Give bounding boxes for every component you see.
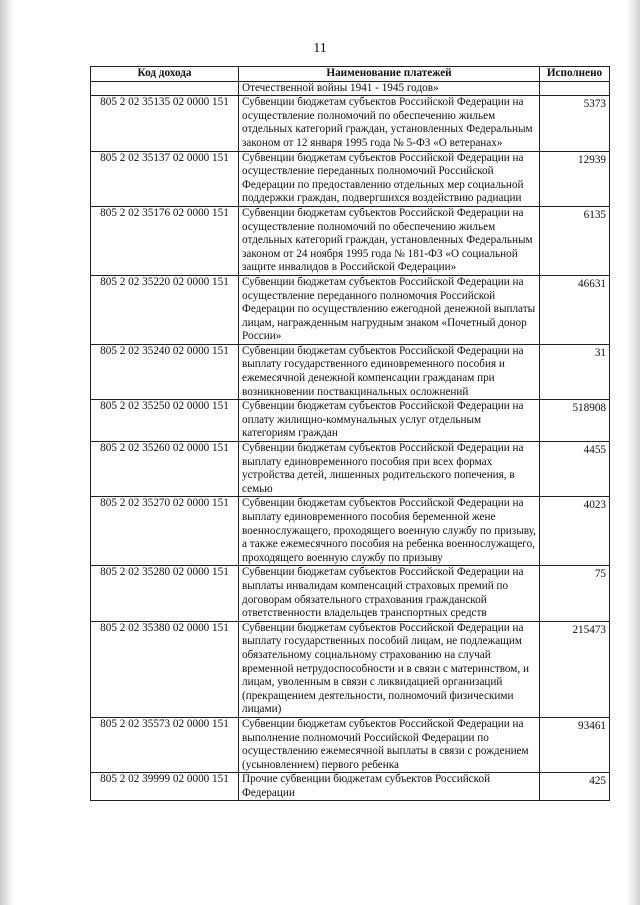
payment-name: Прочие субвенции бюджетам субъектов Российской Федерации — [239, 773, 540, 801]
executed-amount: 75 — [540, 566, 610, 621]
income-code: 805 2 02 35240 02 0000 151 — [91, 344, 239, 399]
table-row — [91, 773, 610, 801]
table-header-row — [91, 67, 610, 82]
table-row — [91, 344, 610, 399]
executed-amount — [540, 81, 610, 96]
revenue-table — [90, 66, 610, 801]
table-row — [91, 96, 610, 151]
table-row — [91, 442, 610, 497]
executed-amount: 12939 — [540, 151, 610, 206]
income-code: 805 2 02 35280 02 0000 151 — [91, 566, 239, 621]
payment-name: Субвенции бюджетам субъектов Российской Федерации на осуществление переданных полномочий Российской Федерации по предоставлению отдельных мер социальной поддержки граждан, подвергшихся воздействию радиации — [239, 151, 540, 206]
executed-amount: 6135 — [540, 206, 610, 275]
executed-amount: 425 — [540, 773, 610, 801]
executed-amount: 4455 — [540, 442, 610, 497]
table-row — [91, 717, 610, 772]
income-code: 805 2 02 35260 02 0000 151 — [91, 442, 239, 497]
income-code: 805 2 02 35137 02 0000 151 — [91, 151, 239, 206]
executed-amount: 215473 — [540, 621, 610, 717]
income-code — [91, 81, 239, 96]
payment-name: Субвенции бюджетам субъектов Российской Федерации на осуществление переданного полномочия Российской Федерации по осуществлению ежегодной денежной выплаты лицам, награжденным нагрудным знаком «Почетный донор России» — [239, 275, 540, 344]
payment-name: Субвенции бюджетам субъектов Российской Федерации на выплату государственных пособий лицам, не подлежащим обязательному социальному страхованию на случай временной нетрудоспособности и в связи с материнством, и лицам, уволенным в связи с ликвидацией организаций (прекращением деятельности, полномочий физическими лицами) — [239, 621, 540, 717]
income-code: 805 2 02 35270 02 0000 151 — [91, 497, 239, 566]
income-code: 805 2 02 35220 02 0000 151 — [91, 275, 239, 344]
header-code: Код дохода — [91, 67, 239, 82]
payment-name: Субвенции бюджетам субъектов Российской Федерации на осуществление полномочий по обеспечению жильем отдельных категорий граждан, установленных Федеральным законом от 12 января 1995 года № 5-ФЗ «О ветеранах» — [239, 96, 540, 151]
scan-edge-right — [626, 0, 640, 905]
table-row — [91, 621, 610, 717]
income-code: 805 2 02 35135 02 0000 151 — [91, 96, 239, 151]
payment-name: Субвенции бюджетам субъектов Российской Федерации на выплаты инвалидам компенсаций страховых премий по договорам обязательного страхования гражданской ответственности владельцев транспортных средств — [239, 566, 540, 621]
payment-name: Отечественной войны 1941 - 1945 годов» — [239, 81, 540, 96]
income-code: 805 2 02 35573 02 0000 151 — [91, 717, 239, 772]
table-row — [91, 206, 610, 275]
executed-amount: 93461 — [540, 717, 610, 772]
executed-amount: 46631 — [540, 275, 610, 344]
table-row — [91, 566, 610, 621]
income-code: 805 2 02 35380 02 0000 151 — [91, 621, 239, 717]
table-row — [91, 275, 610, 344]
executed-amount: 4023 — [540, 497, 610, 566]
page-number: 11 — [313, 41, 327, 56]
payment-name: Субвенции бюджетам субъектов Российской Федерации на выплату единовременного пособия при всех формах устройства детей, лишенных родительского попечения, в семью — [239, 442, 540, 497]
payment-name: Субвенции бюджетам субъектов Российской Федерации на осуществление полномочий по обеспечению жильем отдельных категорий граждан, установленных Федеральным законом от 24 ноября 1995 года № 181-ФЗ «О социальной защите инвалидов в Российской Федерации» — [239, 206, 540, 275]
payment-name: Субвенции бюджетам субъектов Российской Федерации на выплату государственного единовременного пособия и ежемесячной денежной компенсации гражданам при возникновении поствакцинальных осложнений — [239, 344, 540, 399]
scan-edge-left — [0, 0, 14, 905]
payment-name: Субвенции бюджетам субъектов Российской Федерации на выплату единовременного пособия беременной жене военнослужащего, проходящего военную службу по призыву, а также ежемесячного пособия на ребенка военнослужащего, проходящего военную службу по призыву — [239, 497, 540, 566]
income-code: 805 2 02 39999 02 0000 151 — [91, 773, 239, 801]
income-code: 805 2 02 35250 02 0000 151 — [91, 400, 239, 442]
table-row — [91, 151, 610, 206]
payment-name: Субвенции бюджетам субъектов Российской Федерации на оплату жилищно-коммунальных услуг отдельным категориям граждан — [239, 400, 540, 442]
executed-amount: 31 — [540, 344, 610, 399]
executed-amount: 5373 — [540, 96, 610, 151]
header-name: Наименование платежей — [239, 67, 540, 82]
table-row — [91, 400, 610, 442]
table-row — [91, 81, 610, 96]
table-row — [91, 497, 610, 566]
payment-name: Субвенции бюджетам субъектов Российской Федерации на выполнение полномочий Российской Федерации по осуществлению ежемесячной выплаты в связи с рождением (усыновлением) первого ребенка — [239, 717, 540, 772]
header-amount: Исполнено — [540, 67, 610, 82]
income-code: 805 2 02 35176 02 0000 151 — [91, 206, 239, 275]
executed-amount: 518908 — [540, 400, 610, 442]
